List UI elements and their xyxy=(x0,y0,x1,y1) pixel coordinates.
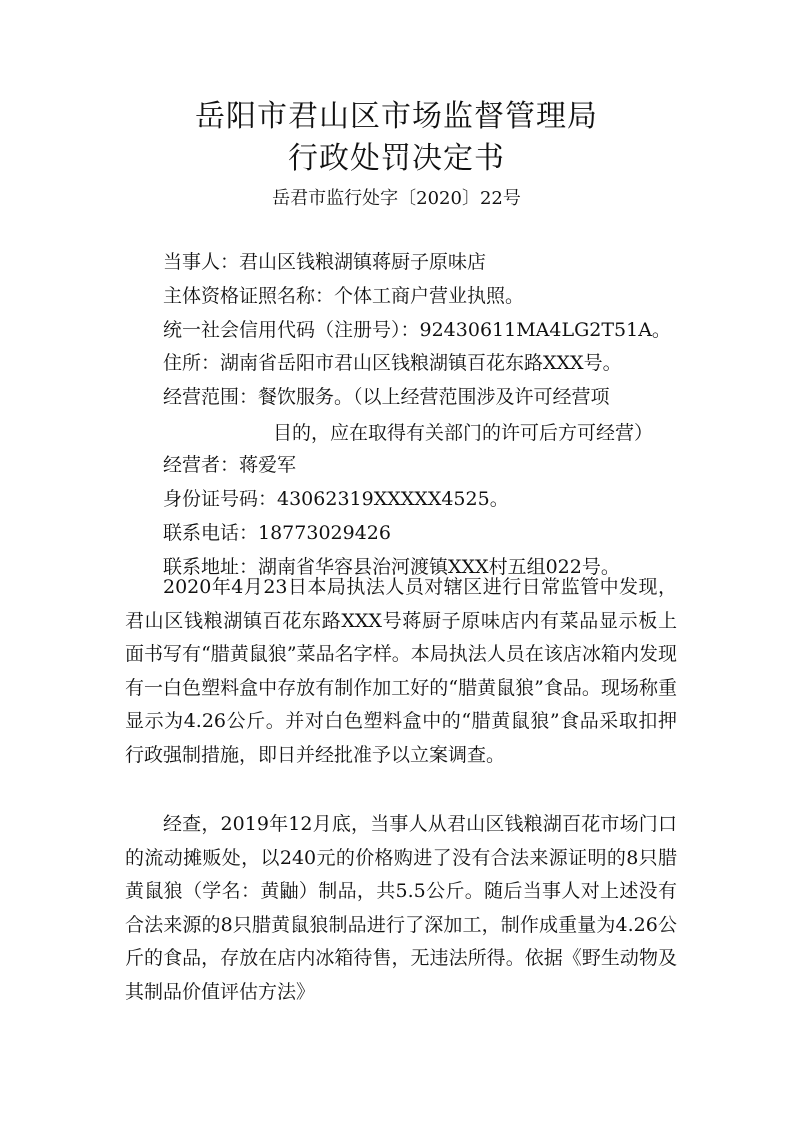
body-paragraph-1: 2020年4月23日本局执法人员对辖区进行日常监管中发现，君山区钱粮湖镇百花东路XXX号蒋厨子原味店内有菜品显示板上面书写有“腊黄鼠狼”菜品名字样。本局执法人员在该店冰箱内发现有一白色塑料盒中存放有制作加工好的“腊黄鼠狼”食品。现场称重显示为4.26公斤。并对白色塑料盒中的“腊黄鼠狼”食品采取扣押行政强制措施，即日并经批准予以立案调查。 xyxy=(125,576,677,766)
business-scope-line1: 经营范围：餐饮服务。（以上经营范围涉及许可经营项 xyxy=(163,386,610,408)
agency-title: 岳阳市君山区市场监督管理局 xyxy=(195,99,598,134)
party-field: 当事人：君山区钱粮湖镇蒋厨子原味店 xyxy=(163,251,487,273)
document-number: 岳君市监行处字〔2020〕22号 xyxy=(272,188,521,209)
business-scope-line2: 目的，应在取得有关部门的许可后方可经营） xyxy=(273,422,654,444)
address-field: 住所：湖南省岳阳市君山区钱粮湖镇百花东路XXX号。 xyxy=(163,352,622,374)
qualification-field: 主体资格证照名称：个体工商户营业执照。 xyxy=(163,285,525,307)
document-type-title: 行政处罚决定书 xyxy=(288,141,505,176)
credit-code-field: 统一社会信用代码（注册号）：92430611MA4LG2T51A。 xyxy=(163,319,671,341)
id-number-field: 身份证号码：43062319XXXXX4525。 xyxy=(163,488,509,510)
body-paragraph-2: 经查，2019年12月底，当事人从君山区钱粮湖百花市场门口的流动摊贩处，以240元的价格购进了没有合法来源证明的8只腊黄鼠狼（学名：黄鼬）制品，共5.5公斤。随后当事人对上述没有合法来源的8只腊黄鼠狼制品进行了深加工，制作成重量为4.26公斤的食品，存放在店内冰箱待售，无违法所得。依据《野生动物及其制品价值评估方法》 xyxy=(125,813,677,1003)
business-scope-field xyxy=(163,385,654,444)
operator-field: 经营者：蒋爱军 xyxy=(163,454,297,476)
contact-address-field: 联系地址：湖南省华容县治河渡镇XXX村五组022号。 xyxy=(163,556,620,578)
phone-field: 联系电话：18773029426 xyxy=(163,522,391,544)
